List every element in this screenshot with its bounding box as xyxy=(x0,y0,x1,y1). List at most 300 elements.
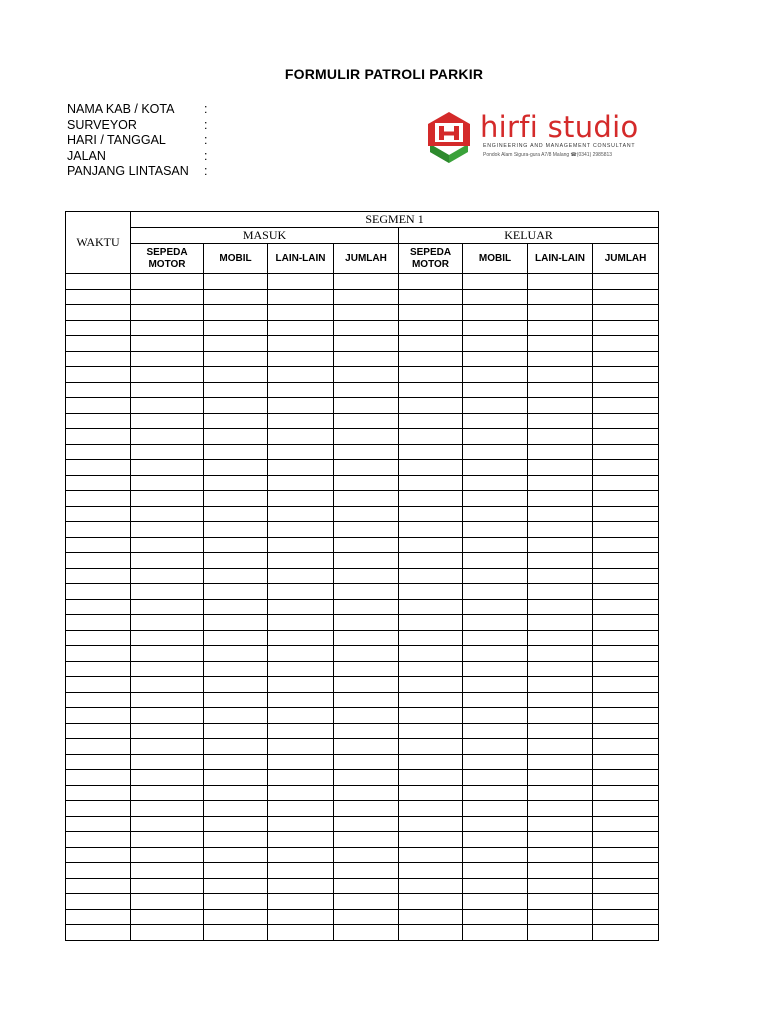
count-cell[interactable] xyxy=(268,754,334,770)
count-cell[interactable] xyxy=(334,460,399,476)
count-cell[interactable] xyxy=(268,336,334,352)
count-cell[interactable] xyxy=(268,599,334,615)
count-cell[interactable] xyxy=(131,491,204,507)
count-cell[interactable] xyxy=(131,754,204,770)
count-cell[interactable] xyxy=(204,801,268,817)
count-cell[interactable] xyxy=(268,305,334,321)
count-cell[interactable] xyxy=(399,754,463,770)
count-cell[interactable] xyxy=(334,878,399,894)
count-cell[interactable] xyxy=(204,475,268,491)
count-cell[interactable] xyxy=(593,367,659,383)
count-cell[interactable] xyxy=(334,537,399,553)
count-cell[interactable] xyxy=(528,320,593,336)
count-cell[interactable] xyxy=(399,429,463,445)
count-cell[interactable] xyxy=(463,863,528,879)
count-cell[interactable] xyxy=(593,863,659,879)
count-cell[interactable] xyxy=(334,708,399,724)
count-cell[interactable] xyxy=(131,925,204,941)
count-cell[interactable] xyxy=(268,785,334,801)
waktu-cell[interactable] xyxy=(66,661,131,677)
count-cell[interactable] xyxy=(268,460,334,476)
count-cell[interactable] xyxy=(399,630,463,646)
waktu-cell[interactable] xyxy=(66,336,131,352)
count-cell[interactable] xyxy=(399,909,463,925)
count-cell[interactable] xyxy=(463,832,528,848)
count-cell[interactable] xyxy=(463,351,528,367)
waktu-cell[interactable] xyxy=(66,723,131,739)
count-cell[interactable] xyxy=(528,429,593,445)
waktu-cell[interactable] xyxy=(66,475,131,491)
count-cell[interactable] xyxy=(334,522,399,538)
count-cell[interactable] xyxy=(593,599,659,615)
count-cell[interactable] xyxy=(463,398,528,414)
count-cell[interactable] xyxy=(463,274,528,290)
count-cell[interactable] xyxy=(593,630,659,646)
count-cell[interactable] xyxy=(399,692,463,708)
count-cell[interactable] xyxy=(334,816,399,832)
count-cell[interactable] xyxy=(593,801,659,817)
count-cell[interactable] xyxy=(204,708,268,724)
waktu-cell[interactable] xyxy=(66,615,131,631)
count-cell[interactable] xyxy=(131,274,204,290)
count-cell[interactable] xyxy=(268,615,334,631)
count-cell[interactable] xyxy=(131,847,204,863)
waktu-cell[interactable] xyxy=(66,894,131,910)
count-cell[interactable] xyxy=(399,816,463,832)
count-cell[interactable] xyxy=(399,677,463,693)
count-cell[interactable] xyxy=(204,351,268,367)
count-cell[interactable] xyxy=(463,847,528,863)
waktu-cell[interactable] xyxy=(66,444,131,460)
count-cell[interactable] xyxy=(204,739,268,755)
count-cell[interactable] xyxy=(334,584,399,600)
count-cell[interactable] xyxy=(593,274,659,290)
count-cell[interactable] xyxy=(131,336,204,352)
count-cell[interactable] xyxy=(399,475,463,491)
count-cell[interactable] xyxy=(399,320,463,336)
count-cell[interactable] xyxy=(463,708,528,724)
count-cell[interactable] xyxy=(399,785,463,801)
count-cell[interactable] xyxy=(463,661,528,677)
count-cell[interactable] xyxy=(399,367,463,383)
count-cell[interactable] xyxy=(463,801,528,817)
count-cell[interactable] xyxy=(528,894,593,910)
count-cell[interactable] xyxy=(268,584,334,600)
count-cell[interactable] xyxy=(204,816,268,832)
count-cell[interactable] xyxy=(131,398,204,414)
count-cell[interactable] xyxy=(528,537,593,553)
count-cell[interactable] xyxy=(268,429,334,445)
count-cell[interactable] xyxy=(463,599,528,615)
count-cell[interactable] xyxy=(334,305,399,321)
count-cell[interactable] xyxy=(528,630,593,646)
waktu-cell[interactable] xyxy=(66,320,131,336)
count-cell[interactable] xyxy=(593,816,659,832)
count-cell[interactable] xyxy=(593,832,659,848)
count-cell[interactable] xyxy=(593,661,659,677)
waktu-cell[interactable] xyxy=(66,677,131,693)
count-cell[interactable] xyxy=(399,568,463,584)
count-cell[interactable] xyxy=(399,847,463,863)
count-cell[interactable] xyxy=(528,754,593,770)
count-cell[interactable] xyxy=(204,398,268,414)
count-cell[interactable] xyxy=(463,723,528,739)
count-cell[interactable] xyxy=(268,537,334,553)
waktu-cell[interactable] xyxy=(66,785,131,801)
count-cell[interactable] xyxy=(593,537,659,553)
count-cell[interactable] xyxy=(334,568,399,584)
count-cell[interactable] xyxy=(399,615,463,631)
waktu-cell[interactable] xyxy=(66,925,131,941)
count-cell[interactable] xyxy=(463,305,528,321)
count-cell[interactable] xyxy=(131,351,204,367)
count-cell[interactable] xyxy=(268,630,334,646)
count-cell[interactable] xyxy=(131,661,204,677)
count-cell[interactable] xyxy=(463,878,528,894)
count-cell[interactable] xyxy=(204,367,268,383)
count-cell[interactable] xyxy=(528,475,593,491)
count-cell[interactable] xyxy=(463,289,528,305)
count-cell[interactable] xyxy=(528,677,593,693)
waktu-cell[interactable] xyxy=(66,367,131,383)
count-cell[interactable] xyxy=(204,925,268,941)
waktu-cell[interactable] xyxy=(66,584,131,600)
waktu-cell[interactable] xyxy=(66,770,131,786)
count-cell[interactable] xyxy=(204,894,268,910)
count-cell[interactable] xyxy=(334,909,399,925)
count-cell[interactable] xyxy=(131,909,204,925)
waktu-cell[interactable] xyxy=(66,739,131,755)
count-cell[interactable] xyxy=(131,413,204,429)
waktu-cell[interactable] xyxy=(66,878,131,894)
count-cell[interactable] xyxy=(268,398,334,414)
count-cell[interactable] xyxy=(399,723,463,739)
waktu-cell[interactable] xyxy=(66,351,131,367)
waktu-cell[interactable] xyxy=(66,801,131,817)
count-cell[interactable] xyxy=(334,475,399,491)
count-cell[interactable] xyxy=(204,305,268,321)
count-cell[interactable] xyxy=(593,615,659,631)
count-cell[interactable] xyxy=(334,894,399,910)
count-cell[interactable] xyxy=(268,506,334,522)
waktu-cell[interactable] xyxy=(66,413,131,429)
count-cell[interactable] xyxy=(399,584,463,600)
count-cell[interactable] xyxy=(204,754,268,770)
count-cell[interactable] xyxy=(528,382,593,398)
count-cell[interactable] xyxy=(593,692,659,708)
count-cell[interactable] xyxy=(528,584,593,600)
count-cell[interactable] xyxy=(334,770,399,786)
count-cell[interactable] xyxy=(268,909,334,925)
count-cell[interactable] xyxy=(593,460,659,476)
count-cell[interactable] xyxy=(334,351,399,367)
count-cell[interactable] xyxy=(528,305,593,321)
count-cell[interactable] xyxy=(334,382,399,398)
count-cell[interactable] xyxy=(131,878,204,894)
count-cell[interactable] xyxy=(268,739,334,755)
count-cell[interactable] xyxy=(593,770,659,786)
count-cell[interactable] xyxy=(593,925,659,941)
count-cell[interactable] xyxy=(528,770,593,786)
count-cell[interactable] xyxy=(334,615,399,631)
count-cell[interactable] xyxy=(268,894,334,910)
count-cell[interactable] xyxy=(399,506,463,522)
count-cell[interactable] xyxy=(528,615,593,631)
count-cell[interactable] xyxy=(268,723,334,739)
count-cell[interactable] xyxy=(334,553,399,569)
count-cell[interactable] xyxy=(593,336,659,352)
count-cell[interactable] xyxy=(593,785,659,801)
count-cell[interactable] xyxy=(204,413,268,429)
count-cell[interactable] xyxy=(204,429,268,445)
count-cell[interactable] xyxy=(463,925,528,941)
count-cell[interactable] xyxy=(131,584,204,600)
count-cell[interactable] xyxy=(268,646,334,662)
count-cell[interactable] xyxy=(463,692,528,708)
count-cell[interactable] xyxy=(528,522,593,538)
count-cell[interactable] xyxy=(334,661,399,677)
count-cell[interactable] xyxy=(131,816,204,832)
count-cell[interactable] xyxy=(131,429,204,445)
count-cell[interactable] xyxy=(204,460,268,476)
waktu-cell[interactable] xyxy=(66,692,131,708)
count-cell[interactable] xyxy=(268,289,334,305)
count-cell[interactable] xyxy=(593,289,659,305)
count-cell[interactable] xyxy=(593,382,659,398)
count-cell[interactable] xyxy=(204,584,268,600)
count-cell[interactable] xyxy=(204,537,268,553)
count-cell[interactable] xyxy=(463,785,528,801)
count-cell[interactable] xyxy=(593,398,659,414)
waktu-cell[interactable] xyxy=(66,832,131,848)
count-cell[interactable] xyxy=(463,630,528,646)
waktu-cell[interactable] xyxy=(66,289,131,305)
count-cell[interactable] xyxy=(593,444,659,460)
count-cell[interactable] xyxy=(528,816,593,832)
count-cell[interactable] xyxy=(131,615,204,631)
count-cell[interactable] xyxy=(463,770,528,786)
waktu-cell[interactable] xyxy=(66,754,131,770)
count-cell[interactable] xyxy=(399,553,463,569)
count-cell[interactable] xyxy=(268,568,334,584)
count-cell[interactable] xyxy=(131,367,204,383)
count-cell[interactable] xyxy=(528,367,593,383)
count-cell[interactable] xyxy=(334,429,399,445)
count-cell[interactable] xyxy=(593,429,659,445)
count-cell[interactable] xyxy=(334,785,399,801)
count-cell[interactable] xyxy=(463,615,528,631)
count-cell[interactable] xyxy=(334,630,399,646)
count-cell[interactable] xyxy=(463,413,528,429)
count-cell[interactable] xyxy=(334,599,399,615)
count-cell[interactable] xyxy=(399,894,463,910)
count-cell[interactable] xyxy=(204,677,268,693)
count-cell[interactable] xyxy=(204,723,268,739)
count-cell[interactable] xyxy=(593,475,659,491)
count-cell[interactable] xyxy=(399,305,463,321)
count-cell[interactable] xyxy=(463,320,528,336)
count-cell[interactable] xyxy=(463,909,528,925)
count-cell[interactable] xyxy=(131,382,204,398)
count-cell[interactable] xyxy=(334,863,399,879)
count-cell[interactable] xyxy=(593,646,659,662)
count-cell[interactable] xyxy=(528,646,593,662)
count-cell[interactable] xyxy=(593,506,659,522)
count-cell[interactable] xyxy=(463,816,528,832)
count-cell[interactable] xyxy=(334,847,399,863)
count-cell[interactable] xyxy=(268,770,334,786)
count-cell[interactable] xyxy=(463,739,528,755)
count-cell[interactable] xyxy=(463,475,528,491)
count-cell[interactable] xyxy=(334,444,399,460)
count-cell[interactable] xyxy=(399,460,463,476)
count-cell[interactable] xyxy=(204,522,268,538)
count-cell[interactable] xyxy=(463,568,528,584)
count-cell[interactable] xyxy=(268,522,334,538)
count-cell[interactable] xyxy=(399,661,463,677)
count-cell[interactable] xyxy=(131,305,204,321)
count-cell[interactable] xyxy=(131,320,204,336)
count-cell[interactable] xyxy=(399,413,463,429)
count-cell[interactable] xyxy=(399,289,463,305)
count-cell[interactable] xyxy=(204,615,268,631)
count-cell[interactable] xyxy=(593,894,659,910)
count-cell[interactable] xyxy=(528,878,593,894)
count-cell[interactable] xyxy=(268,708,334,724)
count-cell[interactable] xyxy=(131,692,204,708)
count-cell[interactable] xyxy=(593,568,659,584)
count-cell[interactable] xyxy=(131,723,204,739)
count-cell[interactable] xyxy=(463,584,528,600)
count-cell[interactable] xyxy=(463,537,528,553)
count-cell[interactable] xyxy=(528,491,593,507)
count-cell[interactable] xyxy=(399,832,463,848)
count-cell[interactable] xyxy=(131,801,204,817)
count-cell[interactable] xyxy=(334,801,399,817)
count-cell[interactable] xyxy=(268,832,334,848)
count-cell[interactable] xyxy=(131,475,204,491)
count-cell[interactable] xyxy=(593,305,659,321)
count-cell[interactable] xyxy=(528,925,593,941)
count-cell[interactable] xyxy=(334,754,399,770)
count-cell[interactable] xyxy=(463,522,528,538)
count-cell[interactable] xyxy=(268,351,334,367)
count-cell[interactable] xyxy=(593,708,659,724)
waktu-cell[interactable] xyxy=(66,630,131,646)
count-cell[interactable] xyxy=(463,677,528,693)
count-cell[interactable] xyxy=(463,894,528,910)
count-cell[interactable] xyxy=(268,413,334,429)
count-cell[interactable] xyxy=(268,320,334,336)
count-cell[interactable] xyxy=(528,739,593,755)
waktu-cell[interactable] xyxy=(66,491,131,507)
count-cell[interactable] xyxy=(463,460,528,476)
count-cell[interactable] xyxy=(131,770,204,786)
waktu-cell[interactable] xyxy=(66,274,131,290)
count-cell[interactable] xyxy=(463,336,528,352)
count-cell[interactable] xyxy=(463,754,528,770)
count-cell[interactable] xyxy=(528,413,593,429)
count-cell[interactable] xyxy=(399,599,463,615)
count-cell[interactable] xyxy=(399,351,463,367)
count-cell[interactable] xyxy=(268,847,334,863)
count-cell[interactable] xyxy=(334,367,399,383)
count-cell[interactable] xyxy=(334,289,399,305)
waktu-cell[interactable] xyxy=(66,599,131,615)
waktu-cell[interactable] xyxy=(66,460,131,476)
count-cell[interactable] xyxy=(268,475,334,491)
count-cell[interactable] xyxy=(463,444,528,460)
count-cell[interactable] xyxy=(334,491,399,507)
count-cell[interactable] xyxy=(399,878,463,894)
count-cell[interactable] xyxy=(131,460,204,476)
count-cell[interactable] xyxy=(528,723,593,739)
count-cell[interactable] xyxy=(204,382,268,398)
waktu-cell[interactable] xyxy=(66,816,131,832)
count-cell[interactable] xyxy=(204,692,268,708)
count-cell[interactable] xyxy=(131,522,204,538)
count-cell[interactable] xyxy=(399,801,463,817)
count-cell[interactable] xyxy=(399,336,463,352)
count-cell[interactable] xyxy=(131,444,204,460)
count-cell[interactable] xyxy=(204,444,268,460)
count-cell[interactable] xyxy=(399,444,463,460)
count-cell[interactable] xyxy=(528,336,593,352)
count-cell[interactable] xyxy=(268,677,334,693)
count-cell[interactable] xyxy=(131,677,204,693)
count-cell[interactable] xyxy=(399,739,463,755)
count-cell[interactable] xyxy=(131,832,204,848)
count-cell[interactable] xyxy=(334,336,399,352)
count-cell[interactable] xyxy=(334,398,399,414)
count-cell[interactable] xyxy=(204,785,268,801)
count-cell[interactable] xyxy=(593,878,659,894)
count-cell[interactable] xyxy=(204,491,268,507)
count-cell[interactable] xyxy=(131,553,204,569)
count-cell[interactable] xyxy=(204,568,268,584)
count-cell[interactable] xyxy=(204,630,268,646)
count-cell[interactable] xyxy=(268,816,334,832)
count-cell[interactable] xyxy=(528,832,593,848)
waktu-cell[interactable] xyxy=(66,382,131,398)
count-cell[interactable] xyxy=(131,708,204,724)
count-cell[interactable] xyxy=(204,909,268,925)
count-cell[interactable] xyxy=(334,320,399,336)
count-cell[interactable] xyxy=(399,863,463,879)
waktu-cell[interactable] xyxy=(66,305,131,321)
waktu-cell[interactable] xyxy=(66,522,131,538)
count-cell[interactable] xyxy=(528,863,593,879)
count-cell[interactable] xyxy=(528,568,593,584)
count-cell[interactable] xyxy=(204,599,268,615)
count-cell[interactable] xyxy=(204,661,268,677)
count-cell[interactable] xyxy=(463,429,528,445)
count-cell[interactable] xyxy=(131,785,204,801)
count-cell[interactable] xyxy=(131,289,204,305)
count-cell[interactable] xyxy=(204,336,268,352)
count-cell[interactable] xyxy=(399,708,463,724)
count-cell[interactable] xyxy=(334,739,399,755)
count-cell[interactable] xyxy=(131,630,204,646)
waktu-cell[interactable] xyxy=(66,506,131,522)
waktu-cell[interactable] xyxy=(66,909,131,925)
count-cell[interactable] xyxy=(204,770,268,786)
count-cell[interactable] xyxy=(528,661,593,677)
count-cell[interactable] xyxy=(131,739,204,755)
count-cell[interactable] xyxy=(131,537,204,553)
waktu-cell[interactable] xyxy=(66,646,131,662)
count-cell[interactable] xyxy=(268,661,334,677)
